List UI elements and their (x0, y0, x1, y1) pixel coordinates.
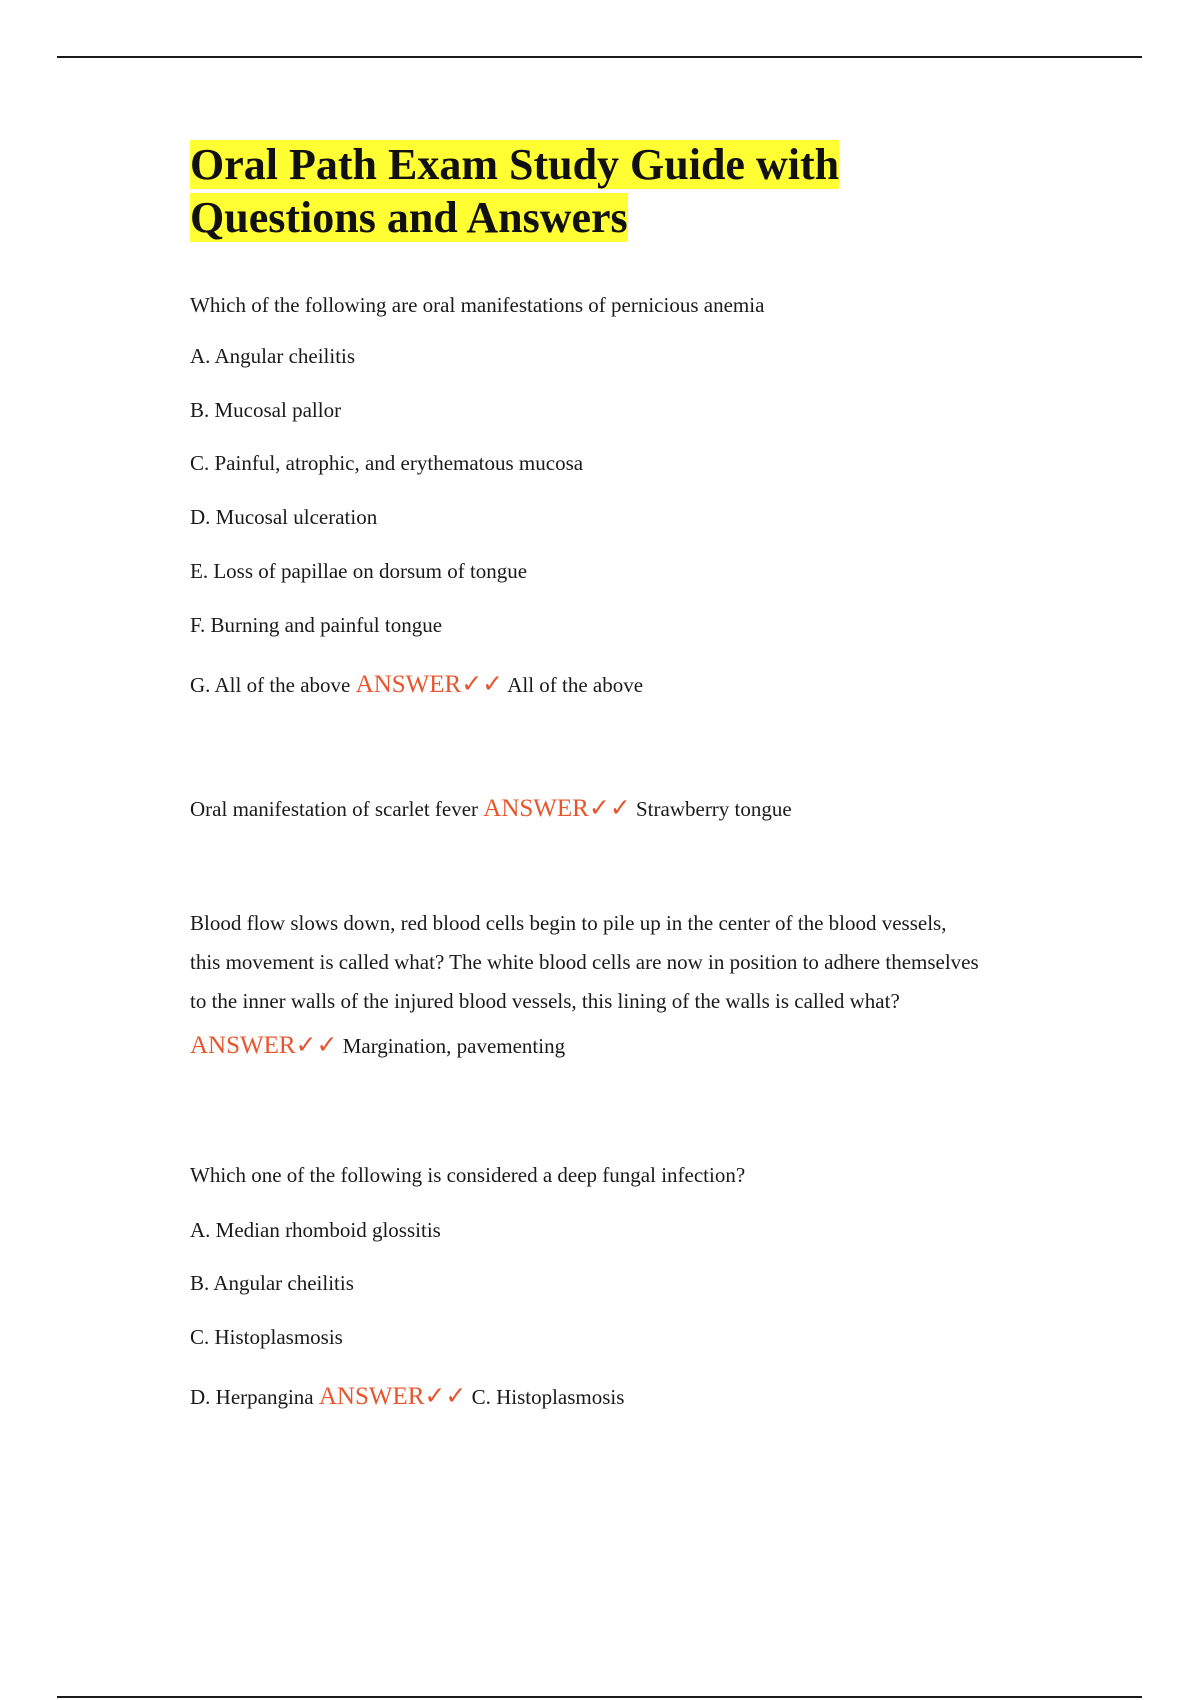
answer-line (190, 794, 1070, 824)
question-1 (190, 290, 1070, 698)
title-line-2: Questions and Answers (190, 193, 628, 242)
option: C. Painful, atrophic, and erythematous mucosa (190, 451, 584, 475)
question-text-line: this movement is called what? The white blood cells are now in position to adhere themselves (190, 950, 979, 974)
title-line-1: Oral Path Exam Study Guide with (190, 140, 840, 189)
footer-rule (57, 1696, 1142, 1698)
option: B. Mucosal pallor (190, 398, 342, 422)
option: D. Herpangina (190, 1385, 314, 1409)
answer-marker: ANSWER✓✓ (355, 671, 504, 698)
answer-text: All of the above (507, 673, 644, 697)
question-text: Which of the following are oral manifestations of pernicious anemia (190, 293, 765, 317)
question-text: Oral manifestation of scarlet fever (190, 797, 479, 821)
answer-marker: ANSWER✓✓ (483, 795, 631, 822)
option: A. Angular cheilitis (190, 344, 356, 368)
question-text: Which one of the following is considered a deep fungal infection? (190, 1163, 746, 1187)
question-2 (190, 794, 1070, 824)
option: E. Loss of papillae on dorsum of tongue (190, 559, 528, 583)
question-3 (190, 904, 1070, 1066)
answer-line (190, 1026, 1070, 1066)
question-text-line: Blood flow slows down, red blood cells begin to pile up in the center of the blood vessels, (190, 911, 947, 935)
option: G. All of the above (190, 673, 351, 697)
option: C. Histoplasmosis (190, 1325, 343, 1349)
option: F. Burning and painful tongue (190, 613, 443, 637)
answer-line (190, 670, 643, 700)
answer-text: Strawberry tongue (636, 797, 792, 821)
answer-marker: ANSWER✓✓ (190, 1032, 338, 1059)
header-rule (57, 56, 1142, 58)
option: B. Angular cheilitis (190, 1271, 354, 1295)
answer-text: Margination, pavementing (342, 1034, 566, 1058)
document-title (190, 138, 1070, 244)
answer-text: C. Histoplasmosis (471, 1385, 625, 1409)
answer-line (190, 1382, 624, 1412)
option: A. Median rhomboid glossitis (190, 1218, 441, 1242)
option: D. Mucosal ulceration (190, 505, 378, 529)
document-body (190, 138, 1070, 1410)
question-text-line: to the inner walls of the injured blood vessels, this lining of the walls is called what? (190, 989, 900, 1013)
question-4 (190, 1160, 1070, 1410)
answer-marker: ANSWER✓✓ (318, 1383, 467, 1410)
